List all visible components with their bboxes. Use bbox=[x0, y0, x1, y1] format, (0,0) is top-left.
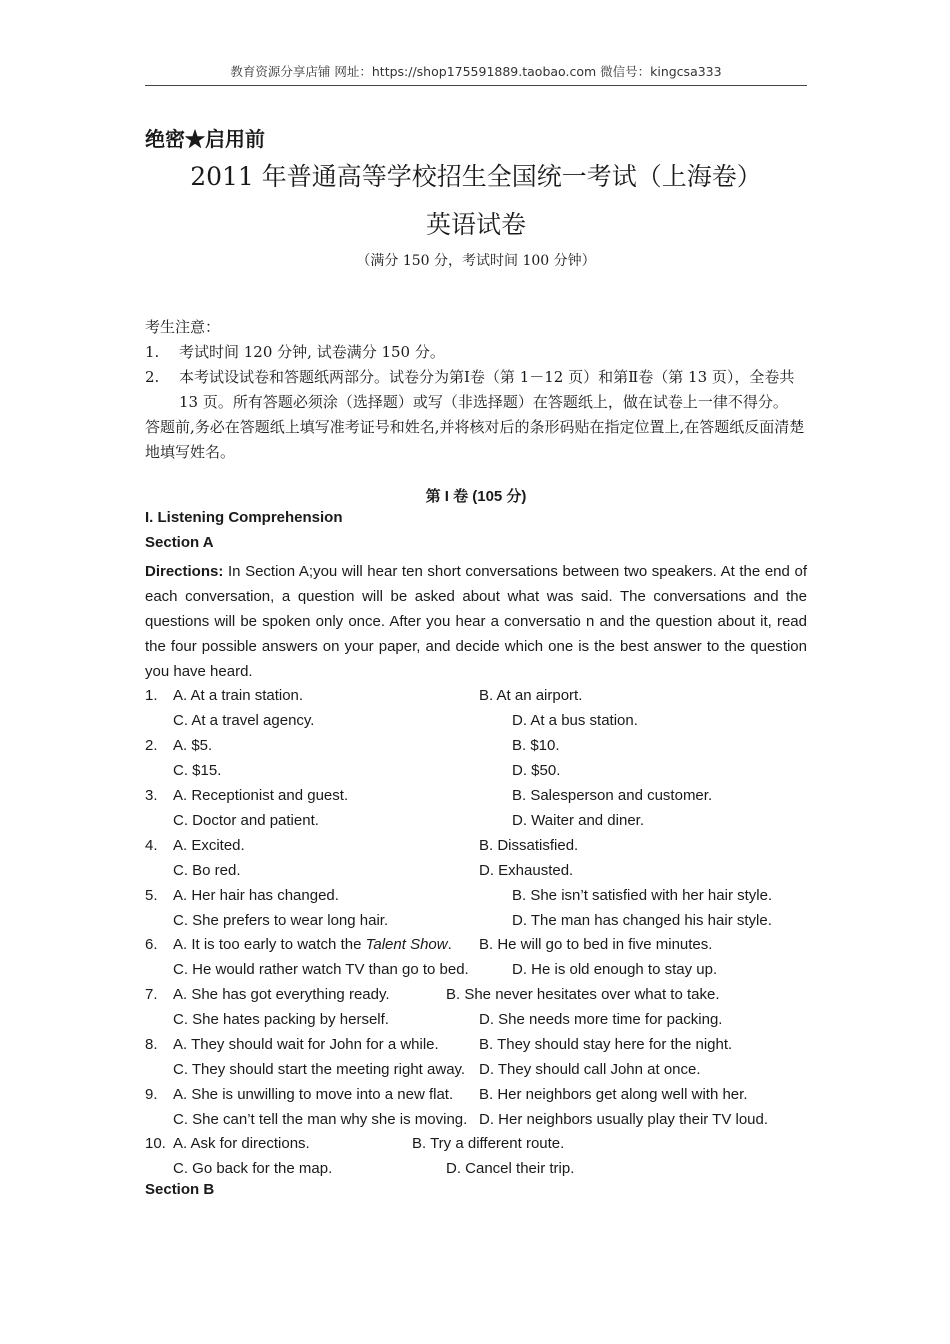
option-d: D. They should call John at once. bbox=[479, 1061, 701, 1078]
option-a: A. She is unwilling to move into a new flat. bbox=[173, 1086, 454, 1103]
option-b: B. $10. bbox=[512, 737, 560, 754]
note-text: 考试时间 120 分钟, 试卷满分 150 分。 bbox=[179, 343, 445, 361]
option-c: C. They should start the meeting right away. bbox=[173, 1061, 466, 1078]
option-b: B. Try a different route. bbox=[412, 1135, 565, 1152]
option-a-end: . bbox=[447, 936, 452, 953]
option-b: B. They should stay here for the night. bbox=[479, 1036, 733, 1053]
option-c: C. At a travel agency. bbox=[173, 712, 315, 729]
option-d: D. $50. bbox=[512, 762, 561, 779]
option-a: A. At a train station. bbox=[173, 687, 304, 704]
option-d: D. Waiter and diner. bbox=[512, 812, 645, 829]
option-c: C. Bo red. bbox=[173, 862, 241, 879]
option-c: C. Doctor and patient. bbox=[173, 812, 319, 829]
note-item bbox=[145, 365, 807, 415]
question-number: 8. bbox=[145, 1036, 158, 1053]
option-d: D. He is old enough to stay up. bbox=[512, 961, 718, 978]
section-a-heading: Section A bbox=[145, 534, 214, 551]
directions-label: Directions: bbox=[145, 563, 224, 580]
option-c: C. She hates packing by herself. bbox=[173, 1011, 389, 1028]
option-b: B. He will go to bed in five minutes. bbox=[479, 936, 713, 953]
option-a bbox=[173, 932, 452, 957]
note-text: 本考试设试卷和答题纸两部分。试卷分为第Ⅰ卷（第 1－12 页）和第Ⅱ卷（第 13 页），全卷共 13 页。所有答题必须涂（选择题）或写（非选择题）在答题纸上，做在试卷上一律不得分。 bbox=[179, 368, 795, 411]
part-title: 第 I 卷 (105 分) bbox=[425, 488, 527, 505]
option-a: A. $5. bbox=[173, 737, 213, 754]
confidential-label: 绝密★启用前 bbox=[145, 127, 265, 151]
option-d: D. Her neighbors usually play their TV loud. bbox=[479, 1111, 769, 1128]
option-c: C. Go back for the map. bbox=[173, 1160, 333, 1177]
question-number: 2. bbox=[145, 737, 158, 754]
section-b-heading: Section B bbox=[145, 1181, 215, 1198]
note-number: 1. bbox=[145, 343, 160, 361]
page-header: 教育资源分享店铺 网址：https://shop175591889.taobao.com 微信号：kingcsa333 bbox=[230, 64, 722, 79]
question-number: 4. bbox=[145, 837, 158, 854]
header-divider bbox=[145, 85, 807, 86]
question-number: 3. bbox=[145, 787, 158, 804]
option-b: B. Dissatisfied. bbox=[479, 837, 579, 854]
question-number: 6. bbox=[145, 936, 158, 953]
option-d: D. Cancel their trip. bbox=[446, 1160, 575, 1177]
option-a: A. Excited. bbox=[173, 837, 245, 854]
option-c: C. $15. bbox=[173, 762, 222, 779]
option-b: B. She never hesitates over what to take. bbox=[446, 986, 720, 1003]
exam-meta: （满分 150 分，考试时间 100 分钟） bbox=[356, 253, 596, 269]
directions-text: In Section A;you will hear ten short conversations between two speakers. At the end of each conversation, a question will be asked about what was said. The conversations and the questions will be spoken only once. After you hear a conversatio n and the question about it, read the four possible answers on your paper, and decide which one is the best answer to the question you have heard. bbox=[145, 563, 807, 680]
candidate-notes bbox=[145, 315, 807, 465]
question-number: 1. bbox=[145, 687, 158, 704]
option-a: A. Receptionist and guest. bbox=[173, 787, 349, 804]
option-a-emphasis: Talent Show bbox=[365, 936, 448, 953]
option-a-text: A. It is too early to watch the bbox=[173, 936, 366, 953]
option-a: A. Ask for directions. bbox=[173, 1135, 310, 1152]
option-c: C. She prefers to wear long hair. bbox=[173, 912, 389, 929]
option-a: A. Her hair has changed. bbox=[173, 887, 339, 904]
exam-title: 2011 年普通高等学校招生全国统一考试（上海卷） bbox=[190, 162, 762, 191]
option-a: A. She has got everything ready. bbox=[173, 986, 390, 1003]
question-number: 10. bbox=[145, 1135, 166, 1152]
option-d: D. At a bus station. bbox=[512, 712, 638, 729]
directions bbox=[145, 559, 807, 684]
option-c: C. She can’t tell the man why she is moving. bbox=[173, 1111, 468, 1128]
option-b: B. Her neighbors get along well with her. bbox=[479, 1086, 748, 1103]
option-b: B. Salesperson and customer. bbox=[512, 787, 713, 804]
note-item bbox=[145, 340, 807, 365]
option-b: B. At an airport. bbox=[479, 687, 583, 704]
notes-footer: 答题前,务必在答题纸上填写准考证号和姓名,并将核对后的条形码贴在指定位置上,在答题纸反面清楚地填写姓名。 bbox=[145, 418, 805, 461]
option-d: D. The man has changed his hair style. bbox=[512, 912, 772, 929]
question-number: 5. bbox=[145, 887, 158, 904]
option-b: B. She isn’t satisfied with her hair style. bbox=[512, 887, 773, 904]
question-number: 9. bbox=[145, 1086, 158, 1103]
option-a: A. They should wait for John for a while. bbox=[173, 1036, 439, 1053]
exam-subtitle: 英语试卷 bbox=[425, 210, 526, 239]
note-number: 2. bbox=[145, 368, 160, 386]
option-d: D. She needs more time for packing. bbox=[479, 1011, 723, 1028]
option-d: D. Exhausted. bbox=[479, 862, 574, 879]
question-number: 7. bbox=[145, 986, 158, 1003]
section-heading: I. Listening Comprehension bbox=[145, 509, 343, 526]
option-c: C. He would rather watch TV than go to bed. bbox=[173, 961, 469, 978]
notes-heading: 考生注意： bbox=[145, 318, 221, 336]
